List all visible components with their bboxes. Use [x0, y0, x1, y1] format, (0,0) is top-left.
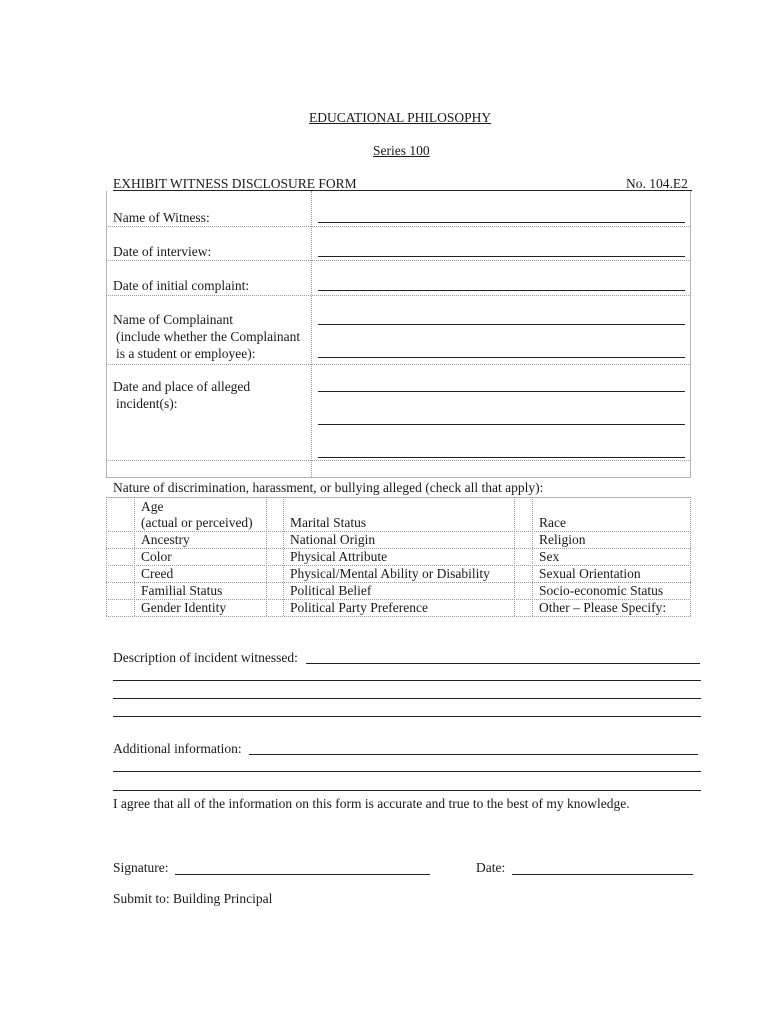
interview-date-label: Date of interview:	[113, 244, 212, 259]
category-political-party: Political Party Preference	[290, 600, 428, 615]
complainant-field[interactable]	[318, 357, 685, 358]
description-field[interactable]	[113, 716, 701, 717]
nature-row-divider	[106, 616, 691, 617]
description-label: Description of incident witnessed:	[113, 650, 298, 665]
complaint-date-label: Date of initial complaint:	[113, 278, 250, 293]
row-divider	[106, 260, 691, 261]
interview-date-field[interactable]	[318, 256, 685, 257]
agreement-statement: I agree that all of the information on this form is accurate and true to the best of my knowledge.	[113, 796, 630, 811]
nature-row-divider	[106, 531, 691, 532]
complainant-field[interactable]	[318, 324, 685, 325]
form-number: No. 104.E2	[626, 176, 688, 191]
complainant-label-line2: (include whether the Complainant	[116, 329, 301, 344]
category-religion: Religion	[539, 532, 586, 547]
category-color: Color	[141, 549, 172, 564]
additional-field[interactable]	[249, 754, 698, 755]
category-familial-status: Familial Status	[141, 583, 223, 598]
additional-field[interactable]	[113, 771, 701, 772]
category-other: Other – Please Specify:	[539, 600, 667, 615]
complaint-date-field[interactable]	[318, 290, 685, 291]
form-title: EXHIBIT WITNESS DISCLOSURE FORM	[113, 176, 357, 191]
box-left-border	[106, 191, 107, 478]
row-divider	[106, 295, 691, 296]
category-sexual-orientation: Sexual Orientation	[539, 566, 641, 581]
category-gender-identity: Gender Identity	[141, 600, 227, 615]
witness-name-label: Name of Witness:	[113, 210, 210, 225]
category-marital-status: Marital Status	[290, 515, 367, 530]
category-age: Age	[141, 499, 164, 514]
incident-label-line1: Date and place of alleged	[113, 379, 251, 394]
description-field[interactable]	[113, 680, 701, 681]
date-field[interactable]	[512, 874, 693, 875]
category-political-belief: Political Belief	[290, 583, 372, 598]
additional-field[interactable]	[113, 790, 701, 791]
incident-label-line2: incident(s):	[116, 396, 178, 411]
description-field[interactable]	[306, 663, 700, 664]
category-race: Race	[539, 515, 566, 530]
box-column-divider	[311, 191, 312, 477]
signature-label: Signature:	[113, 860, 169, 875]
incident-field[interactable]	[318, 424, 685, 425]
signature-field[interactable]	[175, 874, 430, 875]
category-age-note: (actual or perceived)	[141, 515, 253, 530]
box-right-border	[690, 191, 691, 478]
category-ancestry: Ancestry	[141, 532, 190, 547]
series-label: Series 100	[373, 143, 430, 158]
complainant-label-line1: Name of Complainant	[113, 312, 233, 327]
box-bottom-border	[106, 477, 691, 478]
incident-field[interactable]	[318, 457, 685, 458]
row-divider	[106, 226, 691, 227]
witness-name-field[interactable]	[318, 222, 685, 223]
incident-field[interactable]	[318, 391, 685, 392]
row-divider	[106, 364, 691, 365]
category-ability-disability: Physical/Mental Ability or Disability	[290, 566, 490, 581]
additional-label: Additional information:	[113, 741, 242, 756]
header-rule	[113, 190, 692, 191]
submit-to: Submit to: Building Principal	[113, 891, 273, 906]
category-sex: Sex	[539, 549, 560, 564]
date-label: Date:	[476, 860, 506, 875]
category-creed: Creed	[141, 566, 174, 581]
row-divider	[106, 460, 691, 461]
description-field[interactable]	[113, 698, 701, 699]
nature-prompt: Nature of discrimination, harassment, or bullying alleged (check all that apply):	[113, 480, 544, 495]
complainant-label-line3: is a student or employee):	[116, 346, 256, 361]
category-national-origin: National Origin	[290, 532, 376, 547]
nature-table-top-border	[106, 497, 691, 498]
category-socio-economic: Socio-economic Status	[539, 583, 664, 598]
nature-row-divider	[106, 548, 691, 549]
category-physical-attribute: Physical Attribute	[290, 549, 388, 564]
page-title: EDUCATIONAL PHILOSOPHY	[309, 110, 492, 125]
